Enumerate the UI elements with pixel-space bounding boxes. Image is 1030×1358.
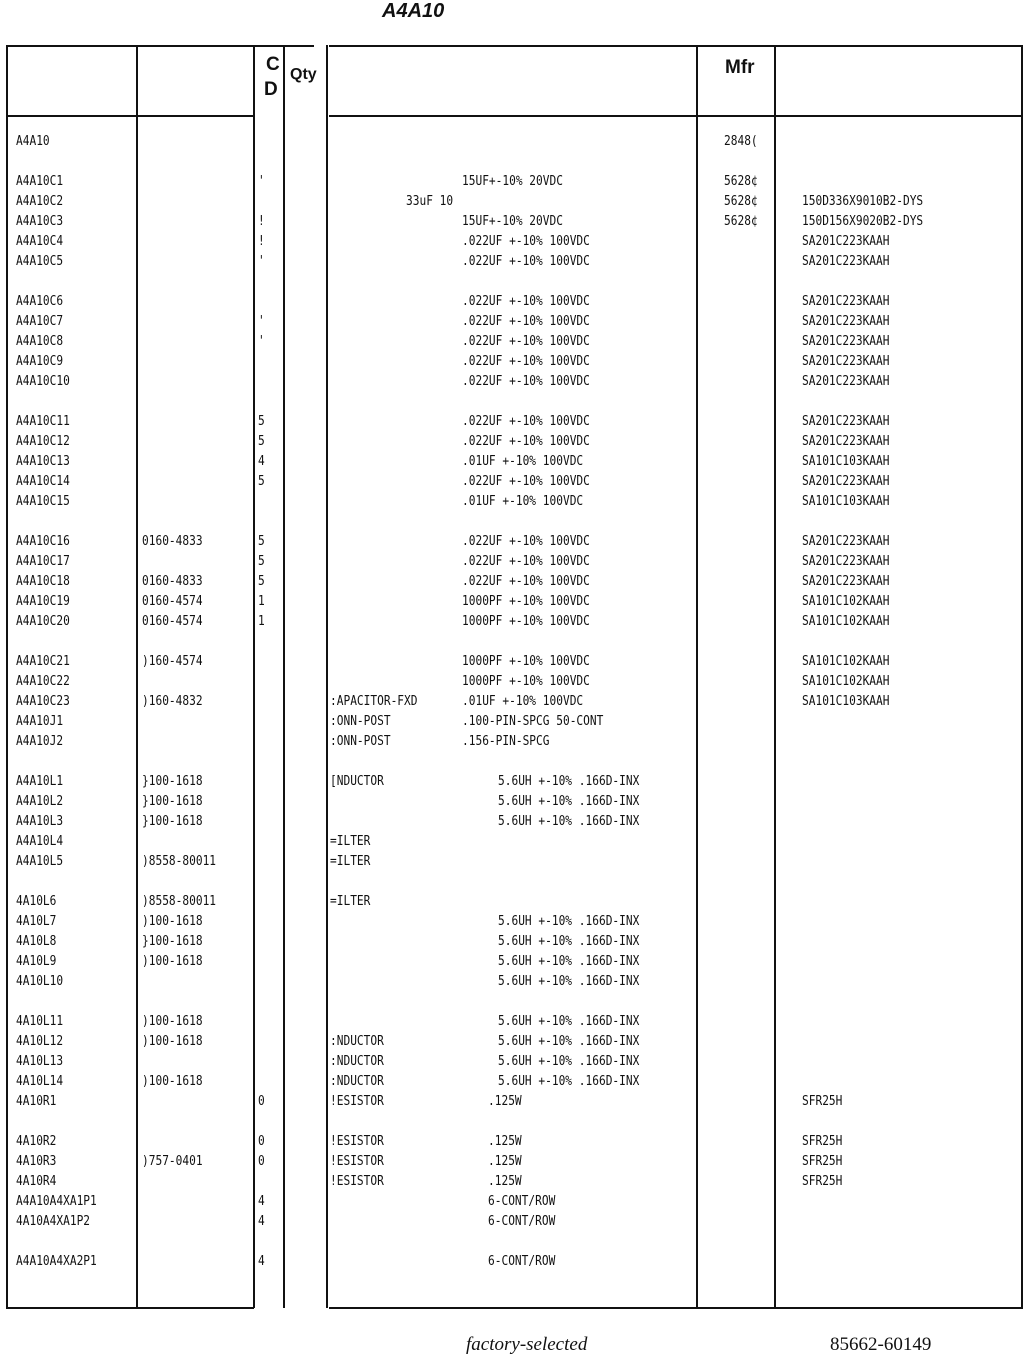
- row-description: !ESISTOR: [330, 1174, 384, 1189]
- row-ref: A4A10C3: [16, 214, 64, 229]
- row-description: :ONN-POST: [330, 734, 391, 749]
- row-check-digit: 4: [258, 1254, 265, 1269]
- row-mfr-part-number: SA101C102KAAH: [802, 674, 890, 689]
- row-part-number: )8558-80011: [142, 894, 217, 909]
- row-ref: A4A10C7: [16, 314, 64, 329]
- row-part-number: }100-1618: [142, 814, 203, 829]
- row-mfr-code: 5628¢: [724, 214, 758, 229]
- row-ref: 4A10L14: [16, 1074, 64, 1089]
- row-part-number: }100-1618: [142, 934, 203, 949]
- row-mfr-part-number: SA101C102KAAH: [802, 654, 890, 669]
- col-divider-1: [6, 45, 8, 1308]
- row-ref: A4A10C8: [16, 334, 64, 349]
- header-cd-top: C: [266, 54, 280, 75]
- page-title: A4A10: [382, 0, 445, 22]
- row-ref: A4A10C4: [16, 234, 64, 249]
- col-divider-6: [696, 45, 698, 1308]
- row-mfr-part-number: SFR25H: [802, 1174, 843, 1189]
- row-ref: A4A10L1: [16, 774, 64, 789]
- row-part-number: )160-4832: [142, 694, 203, 709]
- row-part-number: )100-1618: [142, 1014, 203, 1029]
- row-check-digit: 5: [258, 434, 265, 449]
- row-specification: .022UF +-10% 100VDC: [462, 234, 590, 249]
- row-check-digit: 1: [258, 614, 265, 629]
- frame-top-left: [6, 45, 314, 47]
- row-ref: A4A10J2: [16, 734, 64, 749]
- footer-note: factory-selected: [466, 1334, 588, 1355]
- row-mfr-part-number: SFR25H: [802, 1094, 843, 1109]
- row-mfr-part-number: SA101C103KAAH: [802, 694, 890, 709]
- row-specification: .022UF +-10% 100VDC: [462, 354, 590, 369]
- frame-top-right: [329, 45, 1023, 47]
- row-check-digit: 4: [258, 1194, 265, 1209]
- row-specification: .022UF +-10% 100VDC: [462, 254, 590, 269]
- row-specification: 6-CONT/ROW: [488, 1254, 556, 1269]
- row-check-digit: 5: [258, 574, 265, 589]
- row-specification: 1000PF +-10% 100VDC: [462, 674, 590, 689]
- row-specification: 33uF 10: [406, 194, 454, 209]
- row-ref: A4A10C13: [16, 454, 70, 469]
- row-ref: A4A10C2: [16, 194, 64, 209]
- row-mfr-part-number: SA201C223KAAH: [802, 574, 890, 589]
- row-description: =ILTER: [330, 894, 371, 909]
- row-ref: 4A10R2: [16, 1134, 57, 1149]
- row-part-number: )100-1618: [142, 1034, 203, 1049]
- row-ref: A4A10C5: [16, 254, 64, 269]
- row-part-number: 0160-4833: [142, 574, 203, 589]
- frame-bottom-right: [329, 1307, 1023, 1309]
- row-specification: 5.6UH +-10% .166D-INX: [498, 1014, 640, 1029]
- row-mfr-part-number: SA201C223KAAH: [802, 414, 890, 429]
- row-ref: A4A10C21: [16, 654, 70, 669]
- frame-header-rule-left: [6, 115, 254, 117]
- row-ref: A4A10C1: [16, 174, 64, 189]
- row-ref: A4A10L4: [16, 834, 64, 849]
- row-specification: 1000PF +-10% 100VDC: [462, 594, 590, 609]
- col-divider-2: [136, 45, 138, 1308]
- header-cd-bottom: D: [264, 79, 278, 100]
- row-specification: .022UF +-10% 100VDC: [462, 334, 590, 349]
- row-ref: 4A10L8: [16, 934, 57, 949]
- row-ref: 4A10A4XA1P2: [16, 1214, 91, 1229]
- row-mfr-part-number: SA201C223KAAH: [802, 234, 890, 249]
- row-ref: A4A10C6: [16, 294, 64, 309]
- row-description: !ESISTOR: [330, 1094, 384, 1109]
- row-ref: A4A10A4XA1P1: [16, 1194, 97, 1209]
- footer-doc-number: 85662-60149: [830, 1334, 932, 1355]
- row-ref: A4A10C14: [16, 474, 70, 489]
- row-mfr-code: 2848(: [724, 134, 758, 149]
- row-mfr-part-number: SA201C223KAAH: [802, 254, 890, 269]
- row-part-number: )160-4574: [142, 654, 203, 669]
- row-check-digit: ': [258, 314, 265, 329]
- row-mfr-part-number: SA201C223KAAH: [802, 374, 890, 389]
- col-divider-8: [1021, 45, 1023, 1308]
- row-mfr-part-number: SA201C223KAAH: [802, 354, 890, 369]
- row-ref: 4A10R3: [16, 1154, 57, 1169]
- row-ref: 4A10L7: [16, 914, 57, 929]
- row-specification: 5.6UH +-10% .166D-INX: [498, 1054, 640, 1069]
- row-ref: A4A10C16: [16, 534, 70, 549]
- row-check-digit: !: [258, 234, 265, 249]
- row-mfr-part-number: SA201C223KAAH: [802, 534, 890, 549]
- header-mfr: Mfr: [725, 57, 755, 78]
- row-specification: .022UF +-10% 100VDC: [462, 554, 590, 569]
- row-specification: 5.6UH +-10% .166D-INX: [498, 934, 640, 949]
- row-specification: .022UF +-10% 100VDC: [462, 534, 590, 549]
- row-check-digit: 5: [258, 554, 265, 569]
- row-mfr-part-number: SFR25H: [802, 1154, 843, 1169]
- row-check-digit: 0: [258, 1094, 265, 1109]
- row-specification: .01UF +-10% 100VDC: [462, 494, 584, 509]
- row-description: :NDUCTOR: [330, 1034, 384, 1049]
- row-ref: A4A10A4XA2P1: [16, 1254, 97, 1269]
- row-ref: 4A10L9: [16, 954, 57, 969]
- row-description: =ILTER: [330, 854, 371, 869]
- row-description: !ESISTOR: [330, 1134, 384, 1149]
- row-mfr-part-number: SA201C223KAAH: [802, 434, 890, 449]
- row-specification: .125W: [488, 1154, 522, 1169]
- row-mfr-part-number: 150D156X9020B2-DYS: [802, 214, 924, 229]
- row-specification: 5.6UH +-10% .166D-INX: [498, 914, 640, 929]
- row-part-number: }100-1618: [142, 794, 203, 809]
- row-check-digit: 4: [258, 1214, 265, 1229]
- frame-bottom-left: [6, 1307, 254, 1309]
- row-ref: A4A10C17: [16, 554, 70, 569]
- row-check-digit: ': [258, 334, 265, 349]
- col-divider-7: [774, 45, 776, 1308]
- row-specification: 5.6UH +-10% .166D-INX: [498, 774, 640, 789]
- row-description: :NDUCTOR: [330, 1074, 384, 1089]
- row-ref: 4A10R1: [16, 1094, 57, 1109]
- row-ref: A4A10: [16, 134, 50, 149]
- row-ref: A4A10C12: [16, 434, 70, 449]
- row-check-digit: 1: [258, 594, 265, 609]
- row-ref: 4A10L13: [16, 1054, 64, 1069]
- row-specification: 15UF+-10% 20VDC: [462, 174, 563, 189]
- row-part-number: 0160-4574: [142, 594, 203, 609]
- row-specification: 15UF+-10% 20VDC: [462, 214, 563, 229]
- row-part-number: )757-0401: [142, 1154, 203, 1169]
- row-part-number: )100-1618: [142, 954, 203, 969]
- row-specification: 6-CONT/ROW: [488, 1214, 556, 1229]
- row-ref: A4A10C23: [16, 694, 70, 709]
- row-check-digit: ': [258, 174, 265, 189]
- row-specification: .022UF +-10% 100VDC: [462, 574, 590, 589]
- row-specification: .100-PIN-SPCG 50-CONT: [462, 714, 604, 729]
- row-mfr-part-number: SA201C223KAAH: [802, 474, 890, 489]
- row-specification: 5.6UH +-10% .166D-INX: [498, 1074, 640, 1089]
- row-check-digit: 0: [258, 1154, 265, 1169]
- row-mfr-part-number: SA101C103KAAH: [802, 494, 890, 509]
- row-mfr-part-number: 150D336X9010B2-DYS: [802, 194, 924, 209]
- row-ref: 4A10L12: [16, 1034, 64, 1049]
- row-ref: A4A10L3: [16, 814, 64, 829]
- row-part-number: )100-1618: [142, 914, 203, 929]
- row-ref: A4A10J1: [16, 714, 64, 729]
- row-specification: .022UF +-10% 100VDC: [462, 294, 590, 309]
- row-ref: 4A10L11: [16, 1014, 64, 1029]
- row-check-digit: 5: [258, 534, 265, 549]
- row-specification: 6-CONT/ROW: [488, 1194, 556, 1209]
- row-check-digit: ': [258, 254, 265, 269]
- row-mfr-code: 5628¢: [724, 194, 758, 209]
- row-specification: .022UF +-10% 100VDC: [462, 474, 590, 489]
- row-ref: A4A10C19: [16, 594, 70, 609]
- row-ref: 4A10R4: [16, 1174, 57, 1189]
- row-specification: 5.6UH +-10% .166D-INX: [498, 794, 640, 809]
- row-description: :NDUCTOR: [330, 1054, 384, 1069]
- row-description: !ESISTOR: [330, 1154, 384, 1169]
- row-mfr-part-number: SA201C223KAAH: [802, 294, 890, 309]
- row-specification: .022UF +-10% 100VDC: [462, 374, 590, 389]
- row-description: =ILTER: [330, 834, 371, 849]
- row-specification: .125W: [488, 1094, 522, 1109]
- row-specification: .022UF +-10% 100VDC: [462, 314, 590, 329]
- row-specification: .01UF +-10% 100VDC: [462, 694, 584, 709]
- row-specification: 5.6UH +-10% .166D-INX: [498, 814, 640, 829]
- row-description: :APACITOR-FXD: [330, 694, 418, 709]
- row-mfr-part-number: SA201C223KAAH: [802, 334, 890, 349]
- row-ref: 4A10L10: [16, 974, 64, 989]
- row-mfr-part-number: SA101C102KAAH: [802, 594, 890, 609]
- row-specification: .01UF +-10% 100VDC: [462, 454, 584, 469]
- row-specification: 5.6UH +-10% .166D-INX: [498, 954, 640, 969]
- col-divider-5: [326, 45, 328, 1308]
- frame-header-rule-right: [329, 115, 1023, 117]
- row-ref: A4A10C9: [16, 354, 64, 369]
- row-part-number: 0160-4833: [142, 534, 203, 549]
- row-description: [NDUCTOR: [330, 774, 384, 789]
- header-qty: Qty: [290, 66, 317, 83]
- row-ref: A4A10C20: [16, 614, 70, 629]
- row-mfr-part-number: SA101C103KAAH: [802, 454, 890, 469]
- row-specification: 5.6UH +-10% .166D-INX: [498, 974, 640, 989]
- row-mfr-part-number: SA101C102KAAH: [802, 614, 890, 629]
- col-divider-4: [283, 45, 285, 1308]
- row-mfr-code: 5628¢: [724, 174, 758, 189]
- row-specification: 5.6UH +-10% .166D-INX: [498, 1034, 640, 1049]
- col-divider-3: [253, 45, 255, 1308]
- row-mfr-part-number: SFR25H: [802, 1134, 843, 1149]
- row-specification: .125W: [488, 1174, 522, 1189]
- row-check-digit: 4: [258, 454, 265, 469]
- row-part-number: )100-1618: [142, 1074, 203, 1089]
- row-specification: .125W: [488, 1134, 522, 1149]
- row-ref: A4A10C22: [16, 674, 70, 689]
- row-ref: A4A10L2: [16, 794, 64, 809]
- row-ref: A4A10L5: [16, 854, 64, 869]
- row-ref: A4A10C15: [16, 494, 70, 509]
- row-check-digit: 5: [258, 474, 265, 489]
- row-specification: 1000PF +-10% 100VDC: [462, 654, 590, 669]
- row-part-number: )8558-80011: [142, 854, 217, 869]
- row-description: :ONN-POST: [330, 714, 391, 729]
- row-specification: 1000PF +-10% 100VDC: [462, 614, 590, 629]
- row-specification: .156-PIN-SPCG: [462, 734, 550, 749]
- row-ref: A4A10C18: [16, 574, 70, 589]
- row-check-digit: 0: [258, 1134, 265, 1149]
- row-specification: .022UF +-10% 100VDC: [462, 414, 590, 429]
- row-part-number: 0160-4574: [142, 614, 203, 629]
- row-check-digit: !: [258, 214, 265, 229]
- row-mfr-part-number: SA201C223KAAH: [802, 314, 890, 329]
- row-check-digit: 5: [258, 414, 265, 429]
- row-ref: A4A10C10: [16, 374, 70, 389]
- row-part-number: }100-1618: [142, 774, 203, 789]
- row-ref: A4A10C11: [16, 414, 70, 429]
- row-specification: .022UF +-10% 100VDC: [462, 434, 590, 449]
- row-ref: 4A10L6: [16, 894, 57, 909]
- row-mfr-part-number: SA201C223KAAH: [802, 554, 890, 569]
